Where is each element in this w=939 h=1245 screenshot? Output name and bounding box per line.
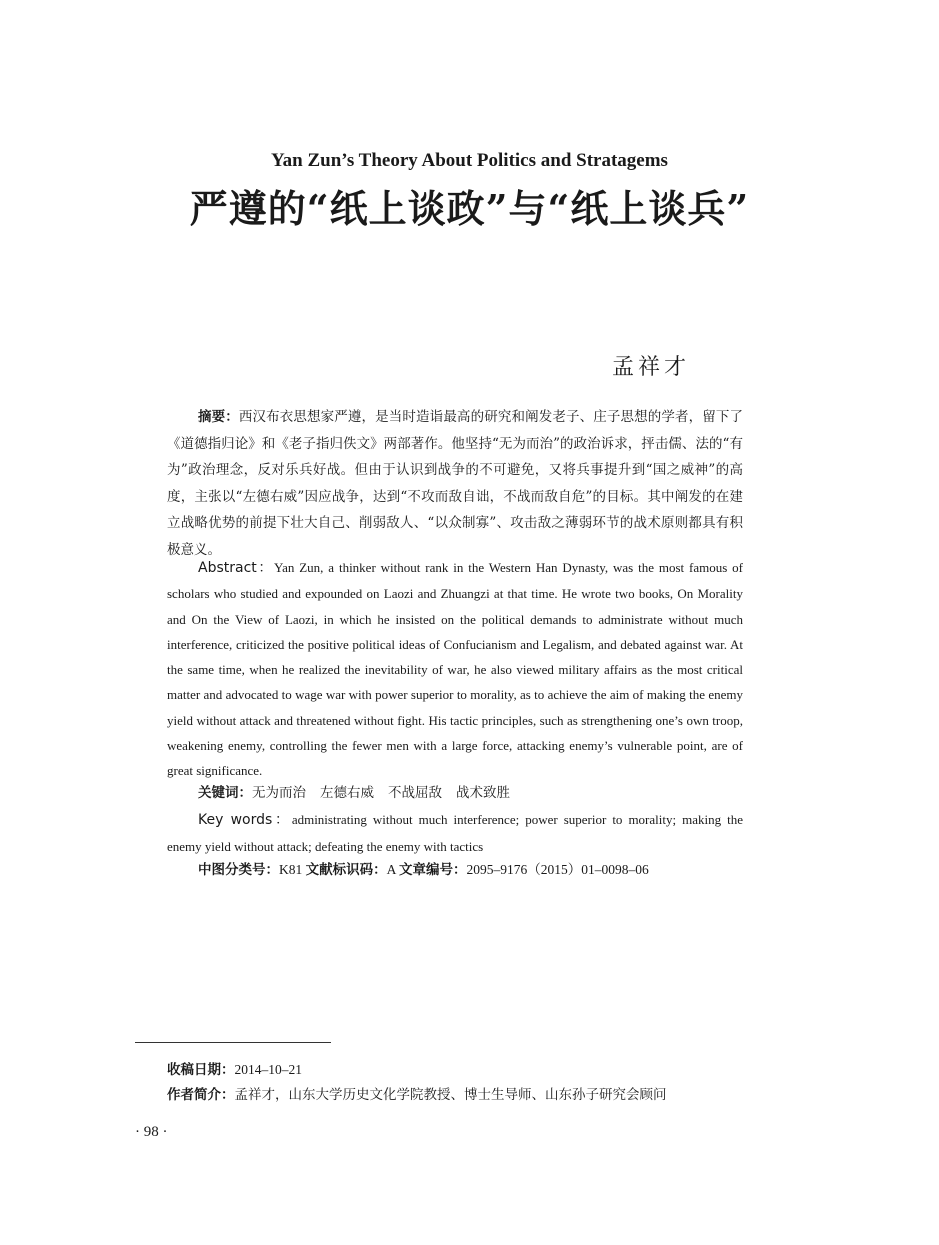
footnote-divider [135, 1042, 331, 1043]
classification-line [167, 857, 743, 883]
english-abstract-label: Abstract： [198, 560, 275, 576]
clc-label: 中图分类号： [198, 862, 279, 878]
received-date-value: 2014–10–21 [234, 1062, 302, 1077]
chinese-keywords-label: 关键词： [198, 785, 252, 801]
page-number: · 98 · [135, 1124, 168, 1140]
clc-value: K81 [279, 862, 303, 877]
english-keywords-label: Key words： [198, 812, 292, 828]
keyword-item: 左德右威 [320, 785, 374, 801]
keyword-item: 无为而治 [252, 785, 306, 801]
author-bio [167, 1083, 667, 1103]
english-abstract-text: Yan Zun, a thinker without rank in the Western Han Dynasty, was the most famous of scholars who studied and expounded on Laozi and Zhuangzi at that time. He wrote two books, On Morality and On the View of Laozi, in which he insisted on the political demands to administrate without much interference, criticized the positive political ideas of Confucianism and Legalism, and debated against war. At the same time, when he realized the inevitability of war, he also viewed military affairs as the most critical matter and advocated to wage war with power superior to morality, as to achieve the aim of making the enemy yield without attack and threatened without fight. His tactic principles, such as strengthening one’s own troop, weakening enemy, controlling the fewer men with a large force, attacking enemy’s vulnerable point, are of great significance. [167, 560, 743, 779]
author-bio-value: 孟祥才，山东大学历史文化学院教授、博士生导师、山东孙子研究会顾问 [234, 1087, 667, 1103]
doc-code-value: A [386, 862, 396, 877]
english-keywords-text: administrating without much interference; power superior to morality; making the enemy yield without attack; defeating the enemy with tactics [167, 812, 743, 854]
received-date-label: 收稿日期： [167, 1062, 235, 1078]
author-name: 孟祥才 [612, 355, 691, 380]
chinese-abstract [167, 404, 743, 563]
chinese-abstract-text: 西汉布衣思想家严遵，是当时造诣最高的研究和阐发老子、庄子思想的学者，留下了《道德指归论》和《老子指归佚文》两部著作。他坚持“无为而治”的政治诉求，抨击儒、法的“有为”政治理念，反对乐兵好战。但由于认识到战争的不可避免，又将兵事提升到“国之威神”的高度，主张以“左德右威”因应战争，达到“不攻而敌自诎，不战而敌自危”的目标。其中阐发的在建立战略优势的前提下壮大自己、削弱敌人、“以众制寡”、攻击敌之薄弱环节的战术原则都具有积极意义。 [167, 409, 744, 558]
chinese-abstract-label: 摘要： [198, 409, 239, 425]
keyword-item: 不战屈敌 [388, 785, 442, 801]
english-title: Yan Zun’s Theory About Politics and Stratagems [271, 150, 668, 171]
author-bio-label: 作者简介： [167, 1087, 235, 1103]
chinese-title: 严遵的“纸上谈政”与“纸上谈兵” [189, 186, 750, 231]
received-date [167, 1058, 302, 1078]
chinese-keywords [167, 781, 743, 806]
doc-code-label: 文献标识码： [305, 862, 387, 878]
keyword-item: 战术致胜 [456, 785, 510, 801]
article-number-value: 2095–9176（2015）01–0098–06 [466, 862, 649, 877]
article-number-label: 文章编号： [399, 862, 467, 878]
english-keywords [167, 807, 743, 859]
english-abstract [167, 555, 743, 784]
